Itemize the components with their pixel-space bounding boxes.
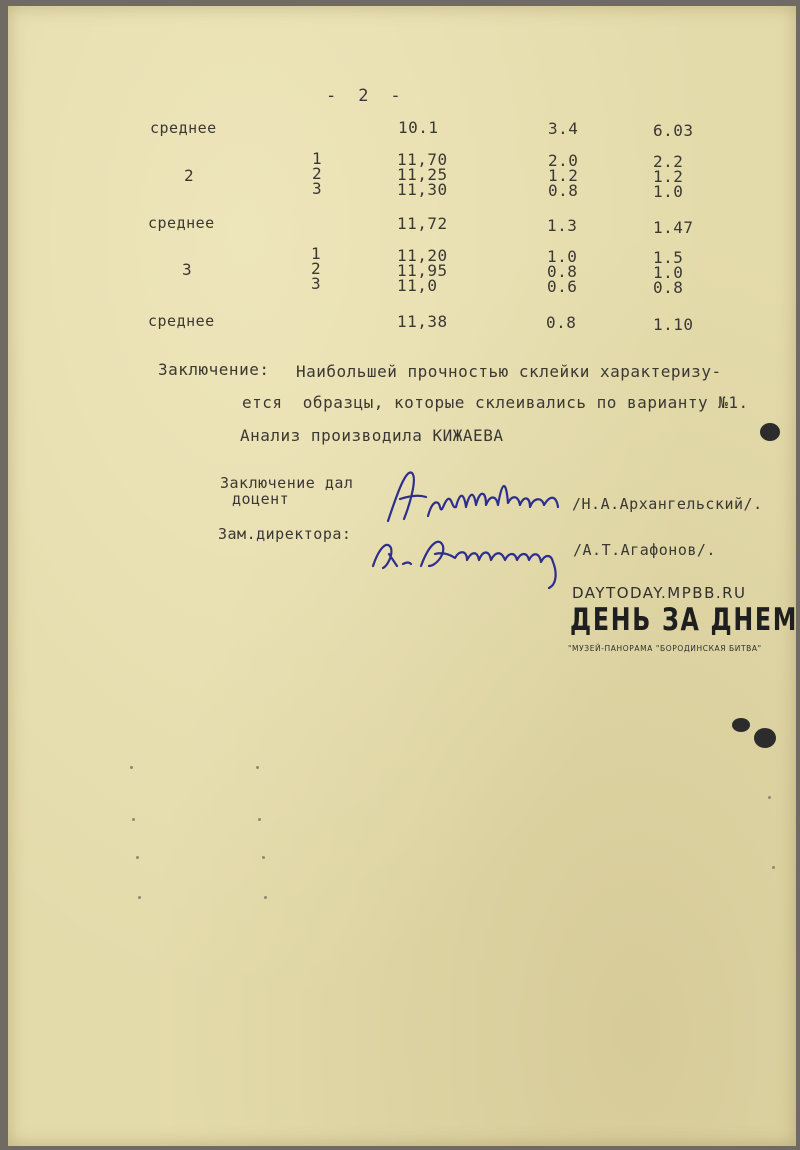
avg-value-2: 0.8 <box>546 313 577 332</box>
group-number: 2 <box>184 166 195 185</box>
watermark-site: DAYTODAY.MPBB.RU <box>572 584 747 602</box>
deputy-signature <box>363 526 583 596</box>
sample-number: 3 <box>311 274 322 293</box>
avg-value-2: 3.4 <box>548 119 579 138</box>
paper-dot <box>768 796 771 799</box>
paper-dot <box>772 866 775 869</box>
avg-value-3: 6.03 <box>653 121 694 140</box>
table-cell: 1.0 <box>653 182 684 201</box>
avg-value-1: 11,38 <box>397 312 448 331</box>
docent-name: /Н.А.Архангельский/. <box>572 495 763 513</box>
table-cell: 11,70 <box>397 150 448 169</box>
sample-number: 2 <box>311 259 322 278</box>
avg-value-1: 10.1 <box>398 118 439 137</box>
ink-blot <box>754 728 776 748</box>
analysis-note: Анализ производила КИЖАЕВА <box>240 426 504 445</box>
paper-dot <box>136 856 139 859</box>
docent-label-line-2: доцент <box>232 490 290 508</box>
ink-blot <box>732 718 750 732</box>
table-cell: 11,95 <box>397 261 448 280</box>
paper-dot <box>132 818 135 821</box>
avg-value-2: 1.3 <box>547 216 578 235</box>
sample-number: 1 <box>311 244 322 263</box>
table-cell: 0.8 <box>653 278 684 297</box>
table-cell: 1.0 <box>547 247 578 266</box>
avg-value-1: 11,72 <box>397 214 448 233</box>
table-cell: 11,0 <box>397 276 438 295</box>
avg-value-3: 1.47 <box>653 218 694 237</box>
sample-number: 2 <box>312 164 323 183</box>
group-number: 3 <box>182 260 193 279</box>
table-cell: 0.8 <box>547 262 578 281</box>
watermark-subtitle: "МУЗЕЙ-ПАНОРАМА "БОРОДИНСКАЯ БИТВА" <box>568 644 762 653</box>
table-cell: 1.5 <box>653 248 684 267</box>
table-cell: 11,25 <box>397 165 448 184</box>
document-sheet <box>8 6 799 1146</box>
watermark-title: ДЕНЬ ЗА ДНЕМ <box>570 602 799 638</box>
avg-label: среднее <box>150 119 217 137</box>
paper-dot <box>262 856 265 859</box>
ink-blot <box>760 423 780 441</box>
table-cell: 2.0 <box>548 151 579 170</box>
deputy-label: Зам.директора: <box>218 525 352 543</box>
avg-label: среднее <box>148 312 215 330</box>
paper-dot <box>258 818 261 821</box>
table-cell: 11,30 <box>397 180 448 199</box>
avg-label: среднее <box>148 214 215 232</box>
avg-value-3: 1.10 <box>653 315 694 334</box>
sample-number: 1 <box>312 149 323 168</box>
paper-dot <box>264 896 267 899</box>
conclusion-label: Заключение: <box>158 360 270 379</box>
table-cell: 11,20 <box>397 246 448 265</box>
table-cell: 2.2 <box>653 152 684 171</box>
table-cell: 1.2 <box>548 166 579 185</box>
table-cell: 0.6 <box>547 277 578 296</box>
table-cell: 0.8 <box>548 181 579 200</box>
paper-dot <box>256 766 259 769</box>
table-cell: 1.0 <box>653 263 684 282</box>
conclusion-line-1: Наибольшей прочностью склейки характеризу- <box>296 362 722 381</box>
deputy-name: /А.Т.Агафонов/. <box>573 541 716 559</box>
page-number: - 2 - <box>326 86 402 106</box>
docent-signature <box>378 461 578 531</box>
table-cell: 1.2 <box>653 167 684 186</box>
sample-number: 3 <box>312 179 323 198</box>
paper-dot <box>138 896 141 899</box>
conclusion-line-2: ется образцы, которые склеивались по варианту №1. <box>242 393 749 412</box>
docent-label-line-1: Заключение дал <box>220 474 354 492</box>
paper-dot <box>130 766 133 769</box>
